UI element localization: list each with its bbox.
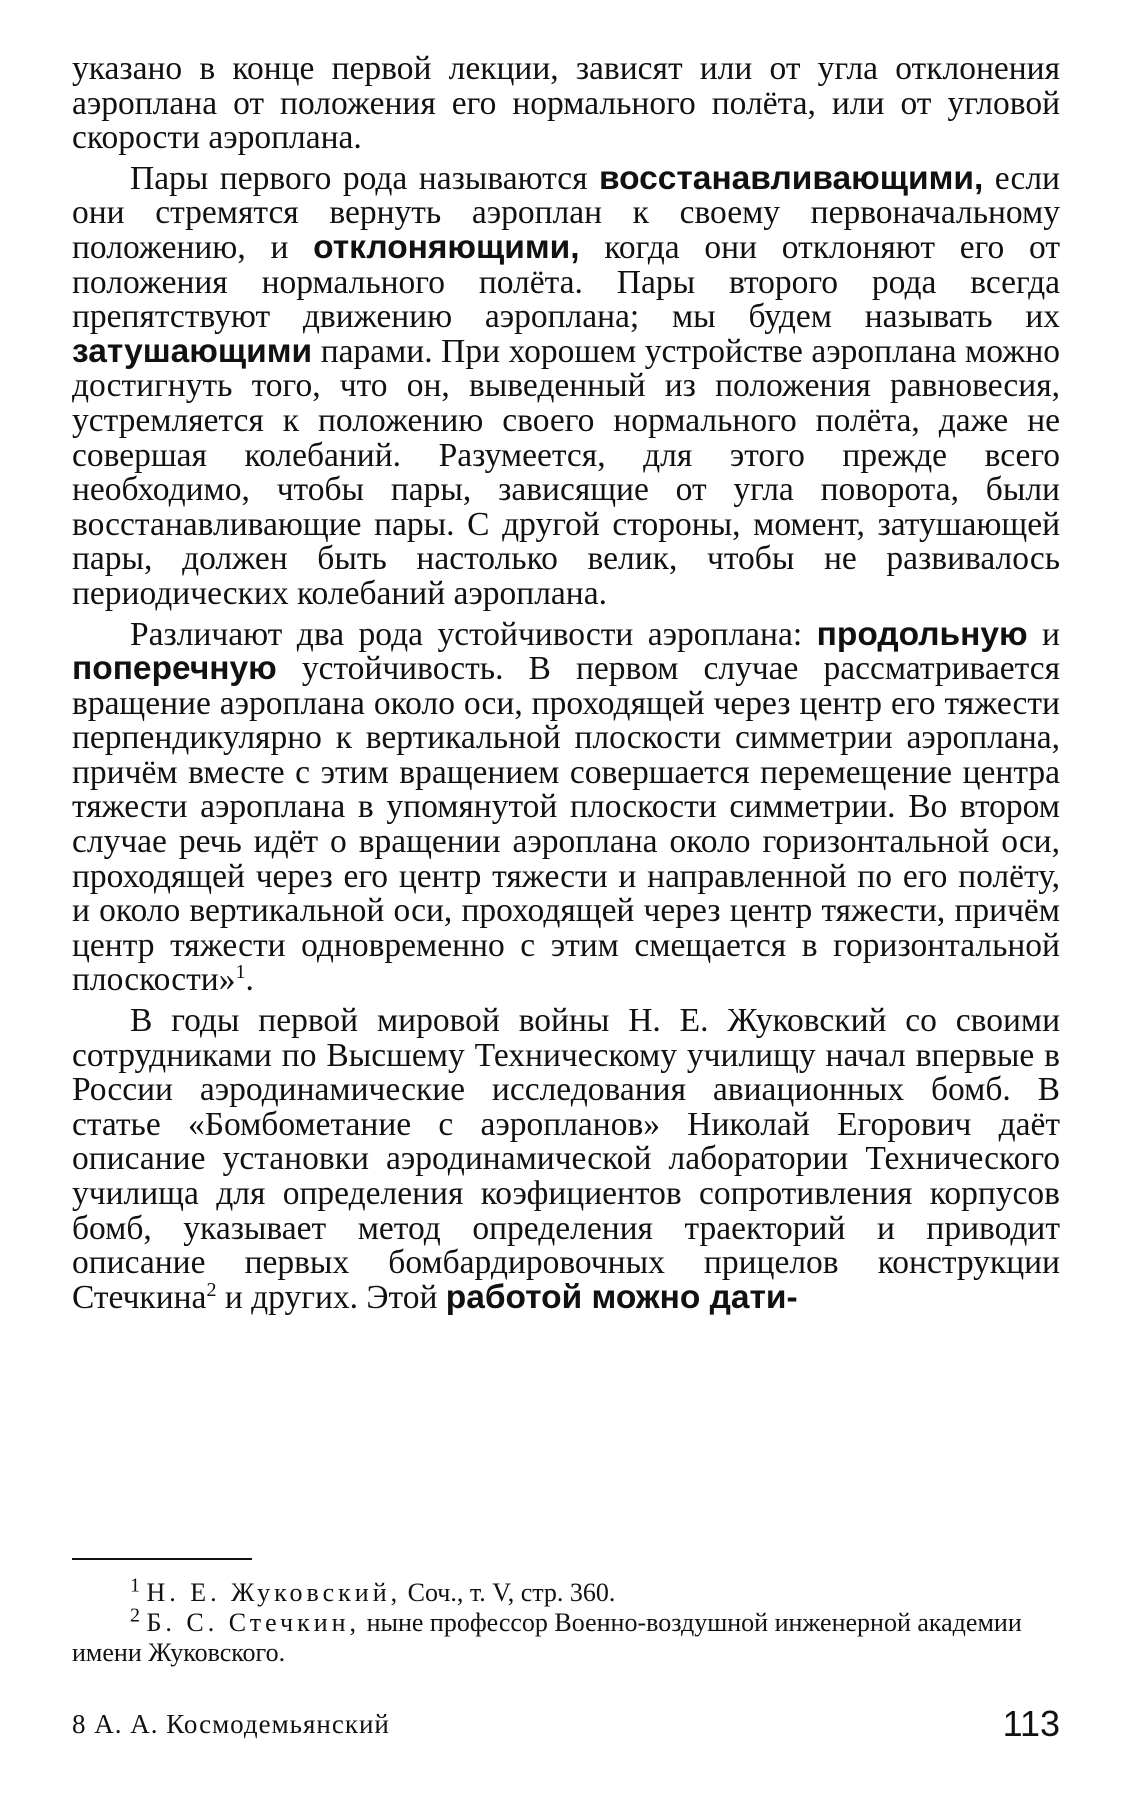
footnote-text: ныне профессор Военно-воздушной инженерной академии имени Жуковского. — [72, 1608, 1022, 1667]
page-footer — [72, 1703, 1060, 1747]
text-run: парами. При хорошем устройстве аэроплана можно достигнуть того, что он, выведенный из положения равновесия, устремляется к положению своего нормального полёта, даже не совершая колебаний. Разумеется, для этого прежде всего необходимо, чтобы пары, зависящие от угла поворота, были восстанавливающие пары. С другой стороны, момент, затушающей пары, должен быть настолько велик, чтобы не развивалось периодических колебаний аэроплана. — [72, 332, 1060, 612]
footnote-2 — [72, 1604, 1060, 1668]
bold-term-deflecting: отклоняющими, — [313, 228, 580, 266]
paragraph-1: указано в конце первой лекции, зависят или от угла отклонения аэроплана от положения его нормального полёта, или от угловой скорости аэроплана. — [72, 50, 1060, 157]
page-number: 113 — [1002, 1703, 1060, 1744]
footnote-ref-1[interactable]: 1 — [235, 961, 246, 984]
footnote-text: Соч., т. V, стр. 360. — [401, 1578, 616, 1607]
text-run: и — [1027, 615, 1060, 653]
footnote-mark: 1 — [130, 1574, 140, 1597]
text-run: и других. Этой — [216, 1278, 446, 1316]
text-run: если они стремятся вернуть аэроплан к своему первоначальному положению, и — [72, 159, 1060, 266]
text-run: В годы первой мировой войны Н. Е. Жуковский со своими сотрудниками по Высшему Техническому училищу начал впервые в России аэродинамические исследования авиационных бомб. В статье «Бомбометание с аэропланов» Николай Егорович даёт описание установки аэродинамической лаборатории Технического училища для определения коэфициентов сопротивления корпусов бомб, указывает метод определения траекторий и приводит описание первых бомбардировочных прицелов конструкции Стечкина — [72, 1002, 1060, 1316]
text-run: когда они отклоняют его от положения нормального полёта. Пары второго рода всегда препятствуют движению аэроплана; мы будем называть их — [72, 228, 1060, 336]
footnote-divider — [72, 1558, 252, 1560]
main-text — [72, 52, 1060, 1315]
bold-term-damping: затушающими — [72, 332, 313, 370]
text-run: устойчивость. В первом случае рассматривается вращение аэроплана около оси, проходящей через центр его тяжести перпендикулярно к вертикальной плоскости симметрии аэроплана, причём вместе с этим вращением совершается перемещение центра тяжести аэроплана в упомянутой плоскости симметрии. Во втором случае речь идёт о вращении аэроплана около горизонтальной оси, проходящей через его центр тяжести и направленной по его полёту, и около вертикальной оси, проходящей через центр тяжести, причём центр тяжести одновременно с этим смещается в горизонтальной плоскости» — [72, 650, 1060, 999]
page-body — [72, 52, 1060, 1321]
paragraph-4 — [72, 1004, 1060, 1315]
footnote-author: Б. С. Стечкин, — [146, 1608, 361, 1637]
text-run: Пары первого рода называются — [130, 159, 599, 197]
signature-mark: 8 А. А. Космодемьянский — [72, 1709, 390, 1739]
footnote-author: Н. Е. Жуковский, — [146, 1578, 402, 1607]
footnote-1 — [72, 1574, 1060, 1608]
paragraph-2 — [72, 159, 1060, 612]
text-run: . — [245, 961, 254, 999]
bold-term-longitudinal: продольную — [816, 615, 1028, 653]
bold-run: работой можно дати- — [445, 1278, 798, 1316]
paragraph-3 — [72, 615, 1060, 999]
footnote-ref-2[interactable]: 2 — [206, 1278, 217, 1301]
footnote-mark: 2 — [130, 1604, 140, 1627]
bold-term-restoring: восстанавливающими, — [598, 159, 984, 197]
footnotes — [72, 1574, 1060, 1668]
text-run: Различают два рода устойчивости аэроплана: — [130, 615, 817, 653]
bold-term-lateral: поперечную — [72, 650, 277, 688]
